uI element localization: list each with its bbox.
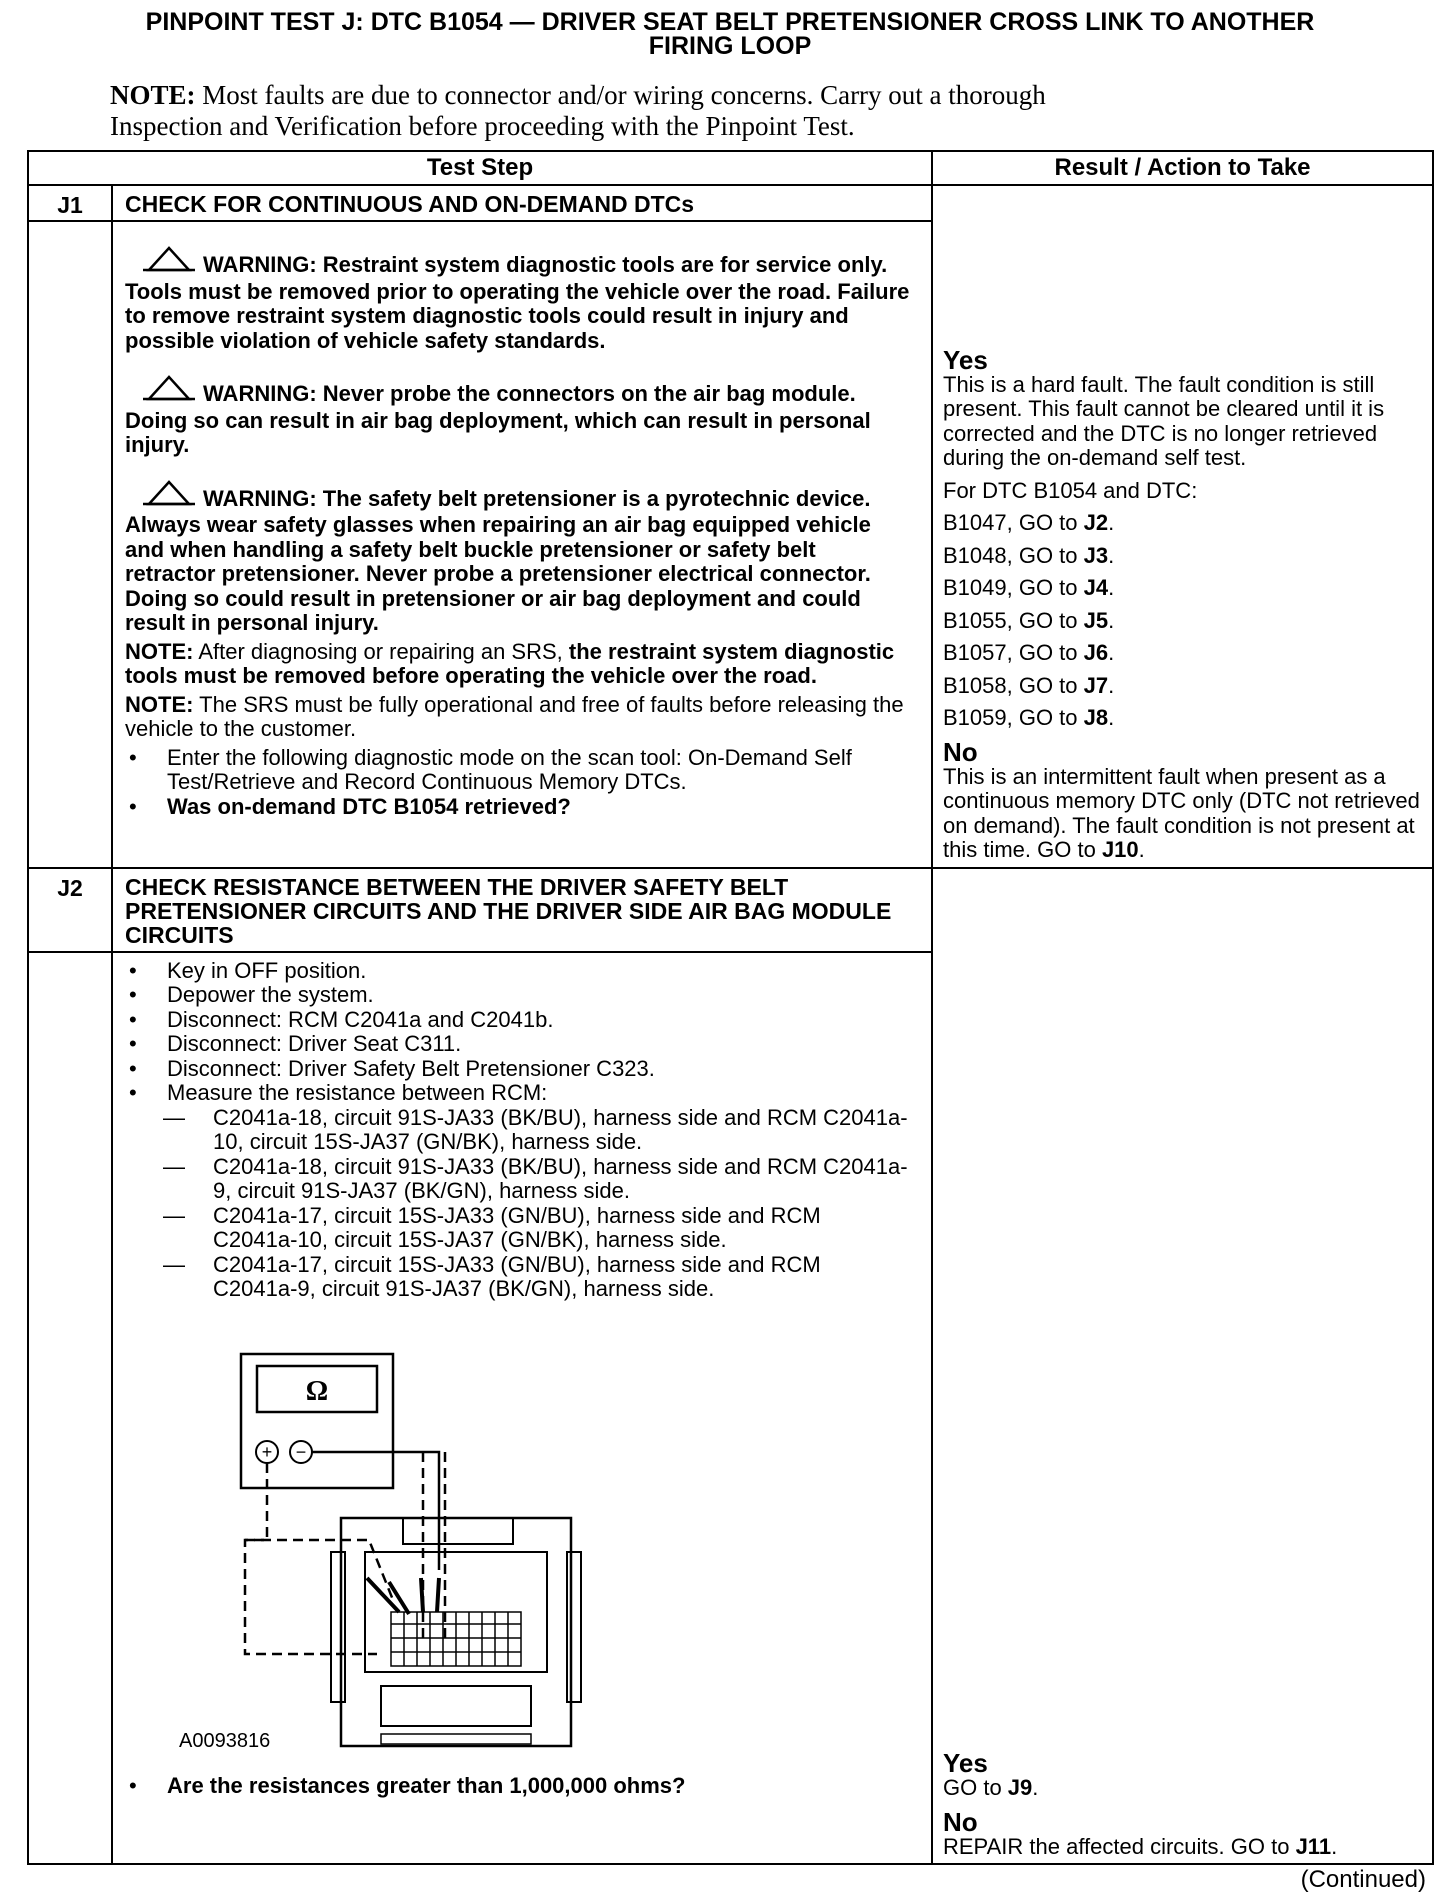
j2-measure-2: — C2041a-18, circuit 91S-JA33 (BK/BU), harness side and RCM C2041a-9, circuit 91S-JA37 (BK/GN), harness side. [163, 1153, 908, 1204]
j2-question: • Are the resistances greater than 1,000,000 ohms? [129, 1772, 686, 1798]
j1-bullet-1: • Enter the following diagnostic mode on the scan tool: On-Demand Self Test/Retrieve and Record Continuous Memory DTCs. [129, 744, 852, 794]
pinpoint-table [27, 150, 1434, 1865]
title-line-1: PINPOINT TEST J: DTC B1054 — DRIVER SEAT BELT PRETENSIONER CROSS LINK TO ANOTHER [145, 8, 1315, 36]
step-j1-id: J1 [28, 185, 112, 221]
warning-2: WARNING: Never probe the connectors on the air bag module. Doing so can result in air bag deployment, which can result in personal injury. [125, 373, 911, 458]
warning-1: WARNING: Restraint system diagnostic tools are for service only. Tools must be removed prior to operating the vehicle over the road. Failure to remove restraint system diagnostic tools could result in injury and possible violation of vehicle safety standards. [125, 244, 911, 353]
j1-note-1: NOTE: After diagnosing or repairing an SRS, the restraint system diagnostic tools must be removed before operating the vehicle over the road. [125, 638, 895, 688]
step-j1-result [932, 185, 1433, 868]
j2-bullet-2: • Depower the system. [129, 982, 374, 1008]
intro-note [110, 80, 1410, 142]
step-j2-id-spacer [28, 952, 112, 1864]
j1-dtc-7: B1059, GO to J8. [943, 705, 1115, 731]
warning-icon [143, 373, 203, 409]
step-j2-title-row [28, 868, 1433, 952]
j2-bullet-4: • Disconnect: Driver Seat C311. [129, 1031, 462, 1057]
j1-yes-label: Yes [943, 344, 988, 375]
intro-note-label: NOTE: [110, 80, 196, 110]
svg-text:−: − [295, 1441, 307, 1462]
j1-bullet-2: • Was on-demand DTC B1054 retrieved? [129, 793, 571, 819]
page-title [30, 10, 1430, 58]
continued-label: (Continued) [1300, 1866, 1426, 1893]
j1-yes-text: This is a hard fault. The fault condition is still present. This fault cannot be cleared until it is corrected and the DTC is no longer retrieved during the on-demand self test. [943, 371, 1385, 471]
j2-no-text: REPAIR the affected circuits. GO to J11. [943, 1833, 1338, 1859]
ohmmeter-diagram [153, 1342, 693, 1772]
warning-icon [143, 478, 203, 514]
svg-text:+: + [261, 1441, 273, 1462]
step-j1-title: CHECK FOR CONTINUOUS AND ON-DEMAND DTCs [112, 185, 932, 221]
step-j2-title: CHECK RESISTANCE BETWEEN THE DRIVER SAFETY BELT PRETENSIONER CIRCUITS AND THE DRIVER SIDE AIR BAG MODULE CIRCUITS [112, 868, 932, 952]
j1-dtc-5: B1057, GO to J6. [943, 640, 1115, 666]
warning-3: WARNING: The safety belt pretensioner is a pyrotechnic device. Always wear safety glasses when repairing an air bag equipped vehicle and when handling a safety belt buckle pretensioner or safety belt retractor pretensioner. Never probe a pretensioner electrical connector. Doing so could result in pretensioner or air bag deployment and could result in personal injury. [125, 478, 911, 636]
figure-id: A0093816 [179, 1730, 271, 1753]
step-j2-result [932, 868, 1433, 1864]
step-j2-id: J2 [28, 868, 112, 952]
j2-yes-label: Yes [943, 1748, 988, 1778]
j2-measure-1: — C2041a-18, circuit 91S-JA33 (BK/BU), harness side and RCM C2041a-10, circuit 15S-JA37 (GN/BK), harness side. [163, 1104, 908, 1155]
j2-bullet-6: • Measure the resistance between RCM: [129, 1080, 548, 1106]
j1-note-2: NOTE: The SRS must be fully operational and free of faults before releasing the vehicle to the customer. [125, 691, 904, 741]
j1-no-text: This is an intermittent fault when present as a continuous memory DTC only (DTC not retrieved on demand). The fault condition is not present at this time. GO to J10. [943, 763, 1420, 863]
step-j2-content [112, 952, 932, 1864]
intro-note-text-1: Most faults are due to connector and/or wiring concerns. Carry out a thorough [195, 80, 1046, 110]
title-line-2: FIRING LOOP [648, 32, 812, 60]
j1-dtc-1: B1047, GO to J2. [943, 510, 1115, 536]
step-j1-content [112, 221, 932, 868]
meter-ohm-symbol: Ω [305, 1375, 329, 1407]
intro-note-text-2: Inspection and Verification before proceeding with the Pinpoint Test. [110, 111, 855, 141]
j1-dtc-6: B1058, GO to J7. [943, 672, 1115, 698]
j2-bullet-3: • Disconnect: RCM C2041a and C2041b. [129, 1006, 554, 1032]
j2-bullet-5: • Disconnect: Driver Safety Belt Pretensioner C323. [129, 1055, 655, 1081]
j1-dtc-3: B1049, GO to J4. [943, 575, 1115, 601]
j1-dtc-2: B1048, GO to J3. [943, 542, 1115, 568]
warning-icon [143, 244, 203, 280]
header-test-step: Test Step [28, 151, 932, 185]
step-j1-title-row [28, 185, 1433, 221]
table-header-row [28, 151, 1433, 185]
j2-yes-text: GO to J9. [943, 1775, 1039, 1800]
j1-dtc-4: B1055, GO to J5. [943, 607, 1115, 633]
j2-measure-3: — C2041a-17, circuit 15S-JA33 (GN/BU), harness side and RCM C2041a-10, circuit 15S-JA37 (GN/BK), harness side. [163, 1202, 821, 1253]
j2-measure-4: — C2041a-17, circuit 15S-JA33 (GN/BU), harness side and RCM C2041a-9, circuit 91S-JA37 (BK/GN), harness side. [163, 1251, 821, 1302]
header-result: Result / Action to Take [932, 151, 1433, 185]
j1-no-label: No [943, 736, 978, 767]
j2-no-label: No [943, 1806, 978, 1837]
step-j1-id-spacer [28, 221, 112, 868]
j2-bullet-1: • Key in OFF position. [129, 957, 367, 983]
j1-for-dtc: For DTC B1054 and DTC: [943, 477, 1198, 503]
connector-illustration [153, 1342, 693, 1772]
